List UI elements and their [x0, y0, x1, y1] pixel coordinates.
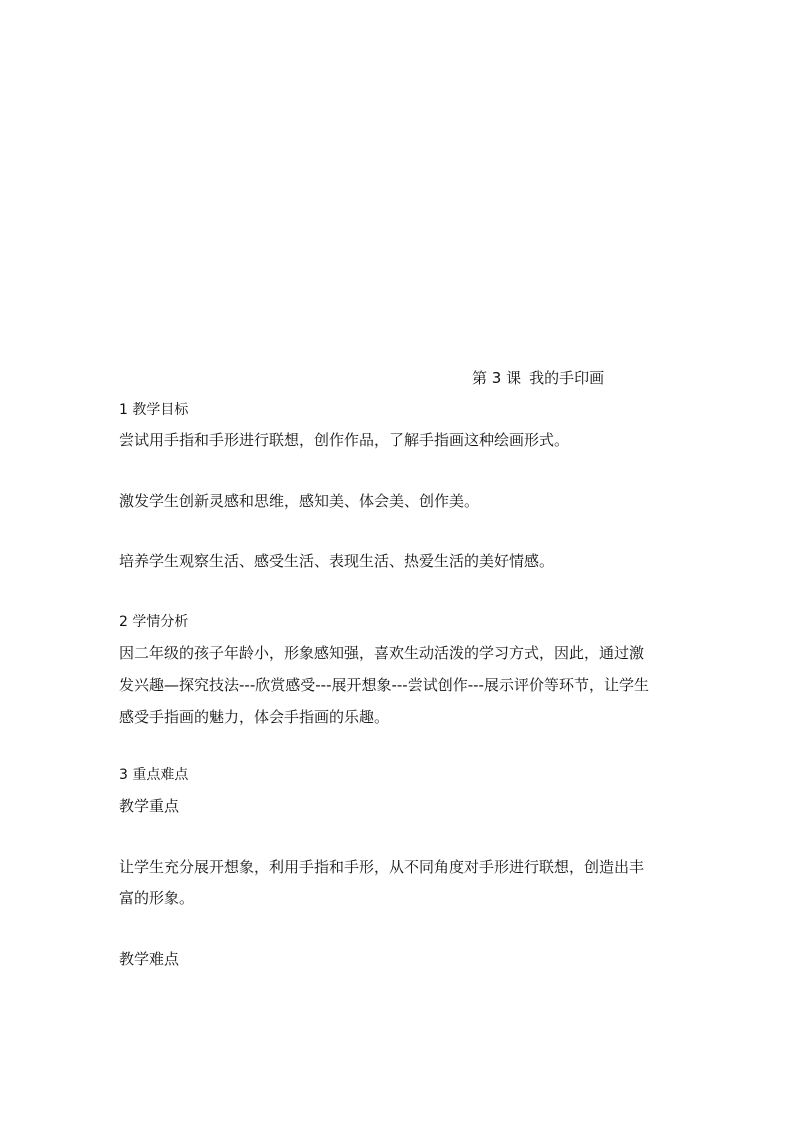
analysis-line: 发兴趣—探究技法---欣赏感受---展开想象---尝试创作---展示评价等环节，让学生 [119, 676, 649, 694]
objective-item: 尝试用手指和手形进行联想，创作作品，了解手指画这种绘画形式。 [119, 431, 570, 449]
lesson-number: 第 3 课 [472, 369, 522, 387]
lesson-name: 我的手印画 [529, 369, 605, 387]
section-heading-analysis: 2 学情分析 [119, 614, 189, 630]
objective-item: 培养学生观察生活、感受生活、表现生活、热爱生活的美好情感。 [119, 552, 555, 570]
section-heading-key-points: 3 重点难点 [119, 767, 189, 783]
section-heading-objectives: 1 教学目标 [119, 402, 189, 418]
subheading-difficulty: 教学难点 [119, 950, 180, 968]
focus-line: 富的形象。 [119, 889, 195, 907]
objective-item: 激发学生创新灵感和思维，感知美、体会美、创作美。 [119, 492, 480, 510]
analysis-line: 感受手指画的魅力，体会手指画的乐趣。 [119, 708, 390, 726]
focus-line: 让学生充分展开想象，利用手指和手形，从不同角度对手形进行联想，创造出丰 [119, 858, 645, 876]
analysis-line: 因二年级的孩子年龄小，形象感知强，喜欢生动活泼的学习方式，因此，通过激 [119, 644, 645, 662]
lesson-title [472, 369, 604, 387]
subheading-focus: 教学重点 [119, 797, 180, 815]
